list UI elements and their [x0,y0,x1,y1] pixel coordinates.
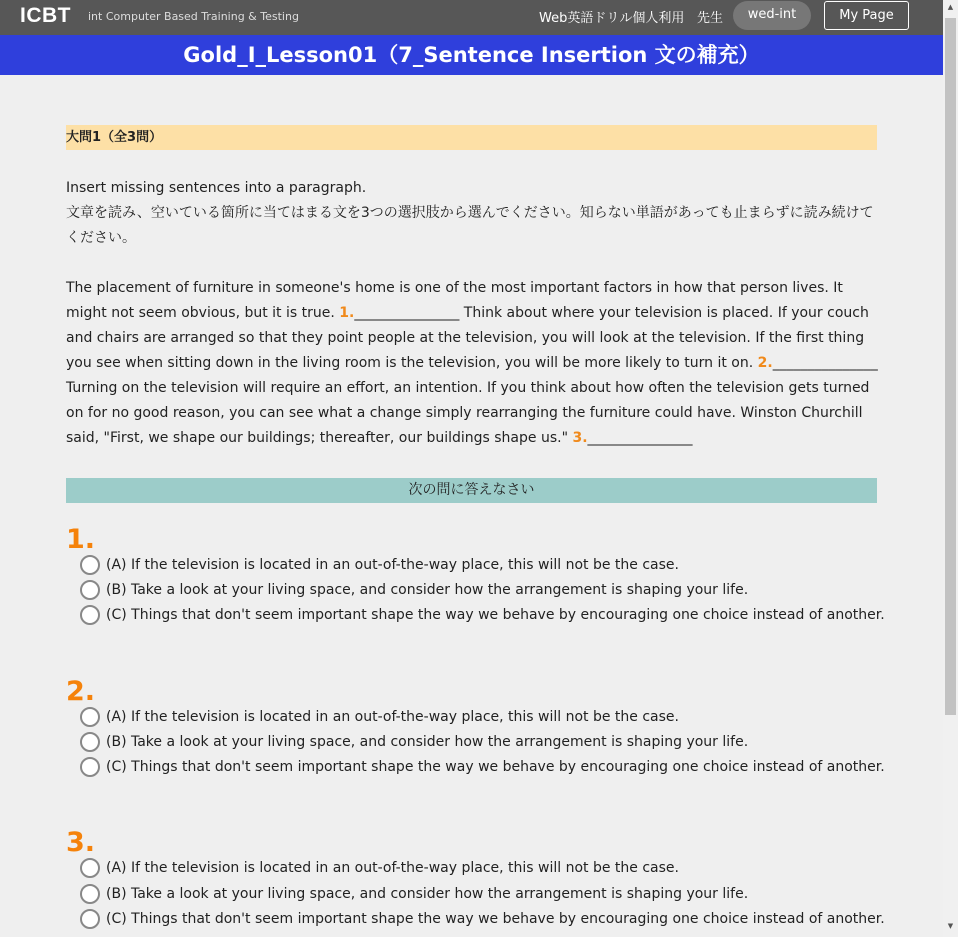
radio-button[interactable] [80,707,100,727]
logo-subtitle: int Computer Based Training & Testing [88,10,299,23]
blank-number-1: 1. [339,305,355,321]
option-q3-a[interactable] [80,856,679,881]
blank-2: _______________ [772,355,878,371]
scroll-down-arrow-icon[interactable]: ▼ [947,922,954,930]
section-header: 大問1（全3問） [66,125,877,150]
passage-text: The placement of furniture in someone's home is one of the most important factors in how that person lives. It might not seem obvious, but it is true. [66,280,843,321]
scrollbar-thumb[interactable] [945,18,956,715]
radio-button[interactable] [80,605,100,625]
option-q3-c[interactable] [80,907,885,932]
instruction-en: Insert missing sentences into a paragraph. [66,180,367,196]
my-page-button[interactable]: My Page [824,1,909,30]
option-label: (A) If the television is located in an out-of-the-way place, this will not be the case. [106,709,679,725]
question-number-3: 3. [66,827,96,858]
option-label: (B) Take a look at your living space, and consider how the arrangement is shaping your life. [106,886,749,902]
option-label: (C) Things that don't seem important shape the way we behave by encouraging one choice instead of another. [106,759,885,775]
user-button[interactable]: wed-int [733,1,811,30]
question-number-1: 1. [66,524,96,555]
service-name: Web英語ドリル個人利用 [539,11,685,26]
radio-button[interactable] [80,909,100,929]
option-q2-c[interactable] [80,755,885,780]
option-q2-a[interactable] [80,705,679,730]
radio-button[interactable] [80,757,100,777]
radio-button[interactable] [80,555,100,575]
answer-instruction-bar: 次の問に答えなさい [66,478,877,503]
blank-number-3: 3. [572,430,588,446]
radio-button[interactable] [80,858,100,878]
blank-1: _______________ [354,305,460,321]
user-role: 先生 [697,11,724,26]
option-label: (B) Take a look at your living space, and consider how the arrangement is shaping your life. [106,582,749,598]
reading-passage [66,276,881,451]
blank-number-2: 2. [757,355,773,371]
radio-button[interactable] [80,732,100,752]
option-label: (A) If the television is located in an out-of-the-way place, this will not be the case. [106,860,679,876]
scroll-up-arrow-icon[interactable]: ▲ [947,3,954,11]
blank-3: _______________ [587,430,693,446]
option-label: (A) If the television is located in an out-of-the-way place, this will not be the case. [106,557,679,573]
option-q3-b[interactable] [80,882,748,907]
top-nav-bar [0,0,943,35]
option-q1-a[interactable] [80,553,679,578]
radio-button[interactable] [80,580,100,600]
passage-text: Think about where your television is placed. If your couch and chairs are arranged so that they point people at the television, you will look at the television. If the first thing you see when sitting down in the living room is the television, you will be more likely to turn it on. [66,305,869,371]
option-q1-b[interactable] [80,578,748,603]
radio-button[interactable] [80,884,100,904]
page-title: Gold_I_Lesson01（7_Sentence Insertion 文の補充） [0,35,943,75]
logo[interactable]: ICBT [20,4,71,27]
instruction-ja: 文章を読み、空いている箇所に当てはまる文を3つの選択肢から選んでください。知らない単語があっても止まらずに読み続けてください。 [66,205,874,246]
option-label: (C) Things that don't seem important shape the way we behave by encouraging one choice instead of another. [106,911,885,927]
question-number-2: 2. [66,676,96,707]
option-q1-c[interactable] [80,603,885,628]
option-label: (C) Things that don't seem important shape the way we behave by encouraging one choice instead of another. [106,607,885,623]
option-q2-b[interactable] [80,730,748,755]
option-label: (B) Take a look at your living space, and consider how the arrangement is shaping your life. [106,734,749,750]
vertical-scrollbar[interactable] [943,0,958,937]
instructions [66,176,881,251]
passage-text: Turning on the television will require an effort, an intention. If you think about how often the television gets turned on for no good reason, you can see what a change simply rearranging the furniture could have. Winston Churchill said, "First, we shape our buildings; thereafter, our buildings shape us." [66,380,870,446]
